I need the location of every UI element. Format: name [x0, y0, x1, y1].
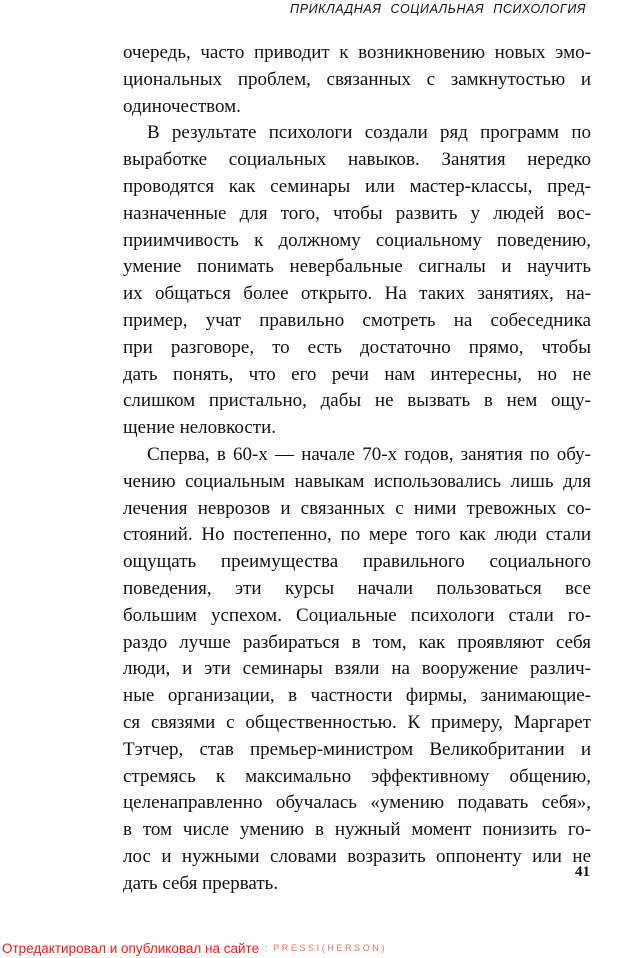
text-line: дать понять, что его речи нам интересны, но не — [123, 363, 591, 385]
text-line: в том числе умению в нужный момент понизить го- — [123, 819, 591, 841]
text-line: ощущать преимущества правильного социального — [123, 551, 591, 573]
text-line: проводятся как семинары или мастер-классы, пред- — [123, 175, 591, 197]
text-line: слишком пристально, дабы не вызвать в нем ощу- — [123, 390, 591, 412]
text-line: ные организации, в частности фирмы, занимающие- — [123, 685, 591, 707]
text-line: назначенные для того, чтобы развить у людей вос- — [123, 202, 591, 224]
credit-separator: : — [264, 943, 268, 953]
text-line: лос и нужными словами возразить оппоненту или не — [123, 845, 591, 867]
text-line: щение неловкости. — [123, 417, 277, 439]
text-line: пример, учат правильно смотреть на собеседника — [123, 309, 591, 331]
text-line: циональных проблем, связанных с замкнутостью и — [123, 68, 591, 90]
text-line: В результате психологи создали ряд программ по — [147, 122, 591, 144]
text-line: приимчивость к должному социальному поведению, — [123, 229, 591, 251]
page-number: 41 — [575, 864, 590, 880]
text-line: большим успехом. Социальные психологи стали го- — [123, 604, 591, 626]
text-line: их общаться более открыто. На таких занятиях, на- — [123, 283, 591, 305]
credit-text: Отредактировал и опубликовал на сайте — [2, 941, 260, 956]
text-line: одиночеством. — [123, 95, 241, 117]
text-line: поведения, эти курсы начали пользоваться все — [123, 577, 591, 599]
text-line: умение понимать невербальные сигналы и научить — [123, 256, 591, 278]
text-line: раздо лучше разбираться в том, как проявляют себя — [123, 631, 591, 653]
publisher-credit — [2, 941, 387, 956]
text-line: стояний. Но постепенно, по мере того как люди стали — [123, 524, 591, 546]
text-line: лечения неврозов и связанных с ними тревожных со- — [123, 497, 591, 519]
text-line: дать себя прервать. — [123, 872, 279, 894]
site-logo-text[interactable]: PRESSI(HERSON) — [273, 943, 388, 953]
text-line: выработке социальных навыков. Занятия нередко — [123, 149, 591, 171]
text-line: ся связями с общественностью. К примеру, Маргарет — [123, 711, 591, 733]
running-head: ПРИКЛАДНАЯ СОЦИАЛЬНАЯ ПСИХОЛОГИЯ — [290, 2, 586, 16]
text-line: при разговоре, то есть достаточно прямо, чтобы — [123, 336, 591, 358]
text-line: Тэтчер, став премьер-министром Великобритании и — [123, 738, 591, 760]
text-line: очередь, часто приводит к возникновению новых эмо- — [123, 42, 591, 63]
text-line: стремясь к максимально эффективному общению, — [123, 765, 591, 787]
body-text — [123, 40, 591, 898]
text-line: Сперва, в 60-х — начале 70-х годов, занятия по обу- — [147, 443, 591, 465]
text-line: чению социальным навыкам использовались лишь для — [123, 470, 591, 492]
text-line: целенаправленно обучалась «умению подавать себя», — [123, 792, 591, 814]
text-line: люди, и эти семинары взяли на вооружение различ- — [123, 658, 591, 680]
